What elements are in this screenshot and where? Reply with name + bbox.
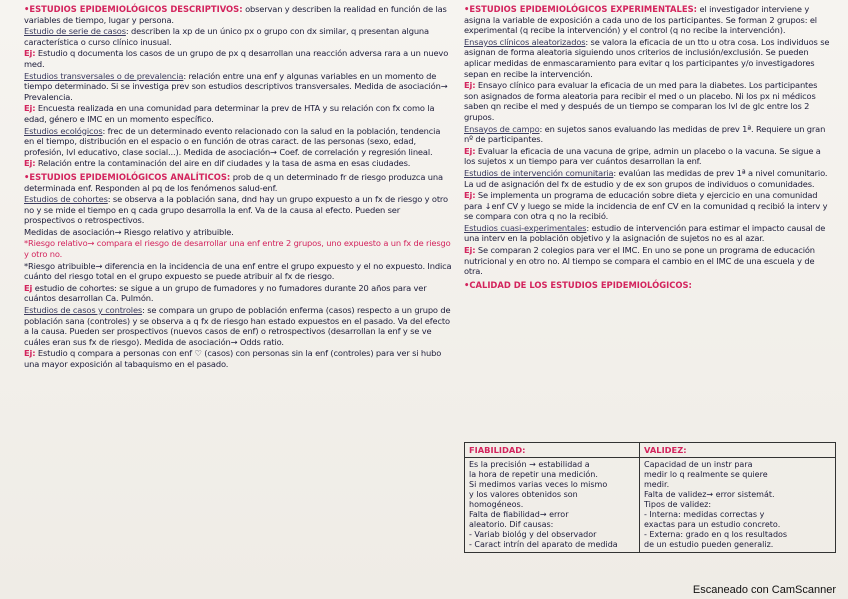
case-control-example [24,348,452,369]
cell-line: - Interna: medidas correctas y [644,510,765,519]
experimental-text: el investigador interviene y asigna la variable de exposición a cada uno de los participantes. Se forman 2 grupos: el experimental (q recibe la intervención) y el control (q no recibe la intervención). [464,4,817,36]
attributable-risk-note: *Riesgo atribuible→ diferencia en la incidencia de una enf entre el grupo expuesto y el no expuesto. Indica cuánto del riesgo total en el grupo expuesto se puede atribuir al fx de riesgo. [24,260,452,282]
reliability-header: FIABILIDAD: [465,443,640,458]
cell-line: homogéneos. [469,500,524,509]
analytic-text: prob de q un determinado fr de riesgo produzca una determinada enf. Responden al pq de los fenómenos salud-enf. [24,171,443,193]
cell-line: - Caract intrín del aparato de medida [469,540,618,549]
field-trial-term: Ensayos de campo [464,123,540,134]
example-label: Ej [24,282,33,293]
rct-block [464,37,832,79]
case-series-block [24,26,452,47]
case-control-term: Estudios de casos y controles [24,305,143,316]
example-text: Relación entre la contaminación del aire en dif ciudades y la tasa de asma en esas ciudades. [37,158,411,169]
example-text: Encuesta realizada en una comunidad para determinar la prev de HTA y su relación con fx como la edad, género e IMC en un momento específico. [24,103,435,124]
cell-line: Es la precisión → estabilidad a [469,460,590,469]
cross-sectional-text: : relación entre una enf y algunas variables en un momento de tiempo determinado. Si se investiga prev son estudios descriptivos transversales. Medida de asociación→ Prevalencia. [24,70,448,102]
relative-risk-note: *Riesgo relativo→ compara el riesgo de desarrollar una enf entre 2 grupos, uno expuesto a un fx de riesgo y otro no. [24,238,451,260]
analytic-section [24,172,452,193]
quality-table [464,442,836,553]
validity-header: VALIDEZ: [640,443,836,458]
scanner-watermark: Escaneado con CamScanner [692,584,836,596]
example-label: Ej: [24,348,36,359]
cohort-block [24,194,452,226]
rct-example [464,80,832,122]
field-trial-text: : en sujetos sanos evaluando las medidas de prev 1ª. Requiere un gran nº de participantes. [464,123,826,145]
cell-line: medir lo q realmente se quiere [644,470,768,479]
cross-sectional-block [24,71,452,103]
example-label: Ej: [464,245,476,256]
descriptive-text: observan y describen la realidad en función de las variables de tiempo, lugar y persona. [24,4,447,25]
example-text: Estudio q documenta los casos de un grupo de px q desarrollan una reacción adversa rara a un nuevo med. [24,48,449,69]
left-column [24,4,452,371]
field-trial-example [464,146,832,167]
quality-title: •CALIDAD DE LOS ESTUDIOS EPIDEMIOLÓGICOS: [464,279,692,290]
reliability-cell [465,458,640,553]
cell-line: - Variab biológ y del observador [469,530,597,539]
example-label: Ej: [24,48,36,59]
cell-line: - Externa: grado en q los resultados [644,530,788,539]
table-header-row [465,443,836,458]
cohort-measure: Medidas de asociación→ Riesgo relativo y atribuible. [24,226,234,237]
case-control-block [24,305,452,347]
quasi-block [464,223,832,244]
cohort-example [24,283,452,304]
cross-sectional-example [24,103,452,124]
cohort-text: : se observa a la población sana, dnd hay un grupo expuesto a un fx de riesgo y otro no y se mide el tiempo en q cada grupo desarrolla la enf. Va de la causa al efecto. Pueden ser prospectivos o retrospectivos. [24,194,448,226]
community-example [464,190,832,222]
ecological-block [24,126,452,158]
case-series-example [24,48,452,69]
example-text: Estudio q compara a personas con enf ♡ (casos) con personas sin la enf (controles) para ver si hubo una mayor exposición al tabaquismo en el pasado. [24,348,442,369]
quasi-example [464,245,832,277]
example-label: Ej: [24,158,36,169]
ecological-text: : frec de un determinado evento relacionado con la salud en la población, tendencia en el tiempo, distribución en el espacio o en función de otras caract. de las personas (sexo, edad, profesión, lvl educativo, clase social...). Medida de asociación→ Coef. de correlación y regresión lineal. [24,125,441,157]
analytic-title: •ESTUDIOS EPIDEMIOLÓGICOS ANALÍTICOS: [24,171,231,182]
cohort-term: Estudios de cohortes [24,194,108,205]
community-block [464,168,832,189]
cell-line: Tipos de validez: [644,500,712,509]
case-series-text: : describen la xp de un único px o grupo con dx similar, q presentan alguna característica o curso clínico inusual. [24,26,429,47]
cell-line: la hora de repetir una medición. [469,470,598,479]
example-text: Se comparan 2 colegios para ver el IMC. En uno se pone un programa de educación nutricional y en otro no. Al tiempo se compara el cambio en el IMC de una escuela y de otra. [464,245,815,277]
cell-line: Falta de validez→ error sistemát. [644,490,775,499]
cell-line: exactas para un estudio concreto. [644,520,781,529]
cell-line: aleatorio. Dif causas: [469,520,554,529]
descriptive-title: •ESTUDIOS EPIDEMIOLÓGICOS DESCRIPTIVOS: [24,4,243,14]
right-column [464,4,832,291]
example-text: estudio de cohortes: se sigue a un grupo de fumadores y no fumadores durante 20 años para ver cuántos desarrollan Ca. Pulmón. [24,282,427,304]
field-trial-block [464,124,832,145]
example-label: Ej: [24,103,36,114]
example-label: Ej: [464,80,476,91]
example-text: Ensayo clínico para evaluar la eficacia de un med para la diabetes. Los participantes son asignados de forma aleatoria para recibir el med o un placebo. Ni los px ni médicos saben qn recibe el med y después de un tiempo se comparan los lvl de glc entre los 2 grupos. [464,80,818,122]
cell-line: Falta de fiabilidad→ error [469,510,569,519]
cell-line: Si medimos varias veces lo mismo [469,480,608,489]
validity-cell [640,458,836,553]
descriptive-section [24,4,452,25]
quasi-text: : estudio de intervención para estimar el impacto causal de una interv en la población objetivo y la asignación de sujetos no es al azar. [464,222,826,244]
rct-text: : se valora la eficacia de un tto u otra cosa. Los individuos se asignan de forma aleatoria siguiendo unos criterios de inclusión/exclusión. Se pueden aplicar medidas de enmascaramiento para evitar q los participantes y/o investigadores sepan en recibe la intervención. [464,36,830,79]
community-term: Estudios de intervención comunitaria [464,167,614,178]
case-control-text: : se compara un grupo de población enferma (casos) respecto a un grupo de población sana (controles) y se observa a q fx de riesgo han estado expuestos en el pasado. Va del efecto a la causa. Pueden ser prospectivos (nuevos casos de enf) o retrospectivos (desarrollan la enf y se ve cuáles eran sus fx de riesgo). Medida de asociación→ Odds ratio. [24,305,451,347]
experimental-title: •ESTUDIOS EPIDEMIOLÓGICOS EXPERIMENTALES: [464,4,697,14]
cell-line: medir. [644,480,670,489]
ecological-example [24,158,452,169]
quasi-term: Estudios cuasi-experimentales [464,222,587,233]
example-label: Ej: [464,145,476,156]
experimental-section [464,4,832,36]
example-text: Se implementa un programa de educación sobre dieta y ejercicio en una comunidad para ↓enf CV y luego se mide la incidencia de enf CV en la comunidad q recibió la interv y se compara con otra q no la recibió. [464,190,828,222]
cell-line: y los valores obtenidos son [469,490,578,499]
rct-term: Ensayos clínicos aleatorizados [464,36,586,47]
example-label: Ej: [464,190,476,201]
community-text: : evalúan las medidas de prev 1ª a nivel comunitario. La ud de asignación del fx de estudio y de ex son grupos de individuos o comunidades. [464,167,828,189]
cross-sectional-term: Estudios transversales o de prevalencia [24,70,184,81]
ecological-term: Estudios ecológicos [24,125,103,136]
case-series-term: Estudio de serie de casos [24,26,126,37]
cell-line: de un estudio pueden generaliz. [644,540,774,549]
table-row [465,458,836,553]
cell-line: Capacidad de un instr para [644,460,753,469]
example-text: Evaluar la eficacia de una vacuna de gripe, admin un placebo o la vacuna. Se sigue a los sujetos x un tiempo para ver cuántos desarrollan la enf. [464,145,821,167]
